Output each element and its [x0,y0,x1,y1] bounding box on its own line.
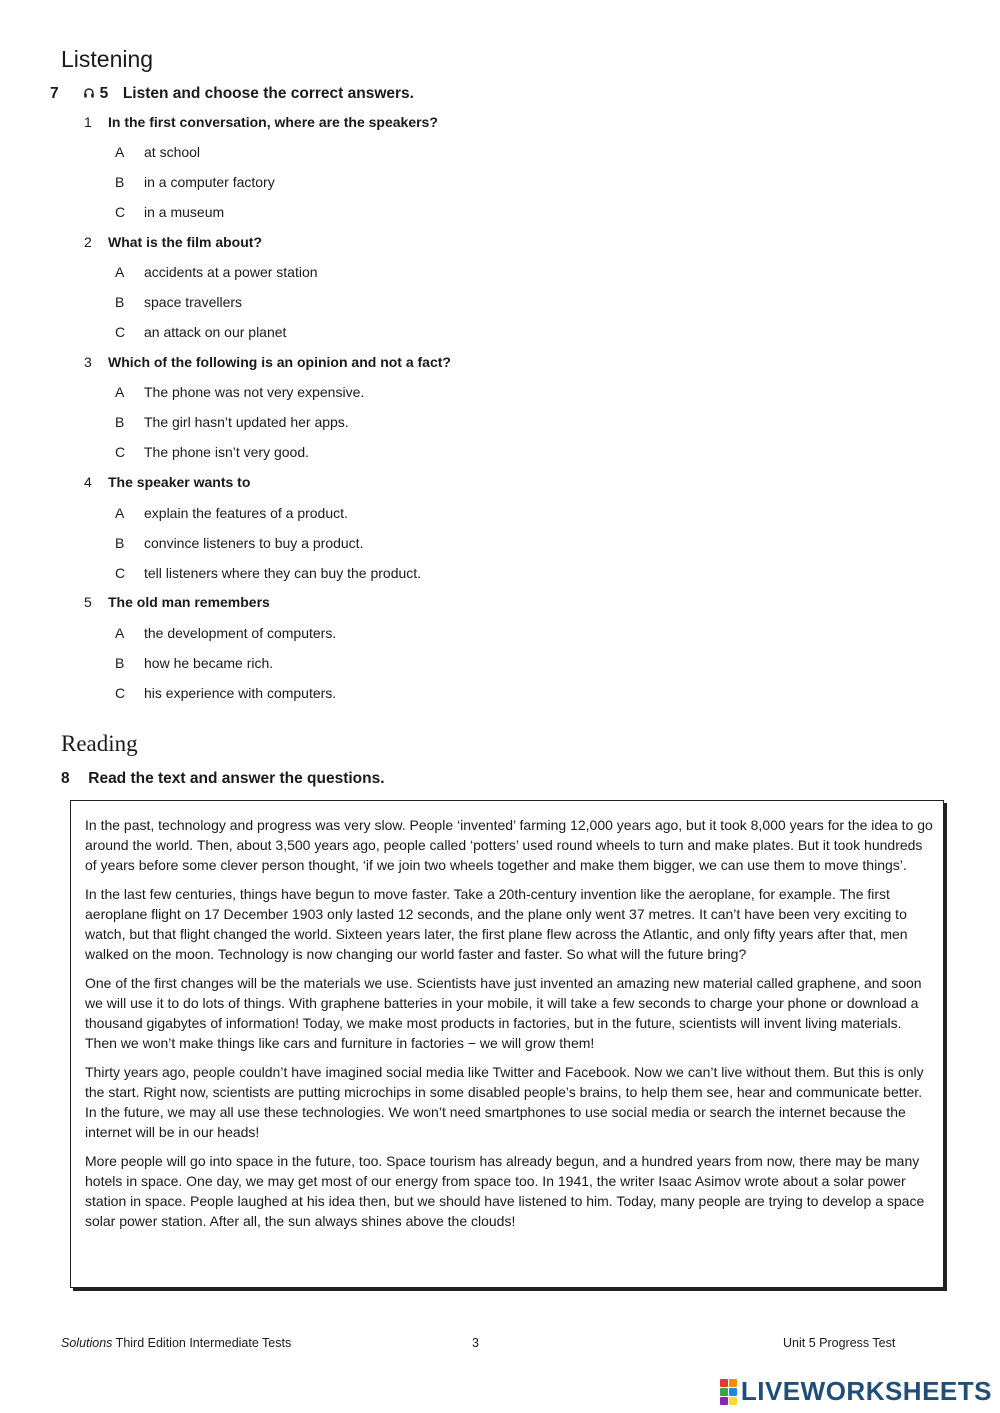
option-letter[interactable]: B [115,655,125,671]
option-text[interactable]: in a museum [144,204,225,220]
question-number: 2 [84,234,92,250]
exercise-7-heading [50,85,414,103]
track-number: 5 [99,85,109,102]
option-letter[interactable]: C [115,444,126,460]
option-text[interactable]: in a computer factory [144,174,275,190]
option-letter[interactable]: B [115,535,125,551]
option-text[interactable]: his experience with computers. [144,685,337,701]
option-letter[interactable]: C [115,204,126,220]
option-letter[interactable]: B [115,414,125,430]
option-letter[interactable]: A [115,384,125,400]
option-text[interactable]: accidents at a power station [144,264,318,280]
option-letter[interactable]: A [115,264,125,280]
reading-paragraph: One of the first changes will be the materials we use. Scientists have just invented an amazing new material called graphene, and soon we will use it to do lots of things. With graphene batteries in your mobile, it will take a few seconds to charge your phone or download a thousand gigabytes of information! Today, we make most products in factories, but in the future, scientists will invent living materials. Then we won’t make things like cars and furniture in factories − we will grow them! [85,975,922,1051]
reading-paragraph: In the past, technology and progress was very slow. People ‘invented’ farming 12,000 years ago, but it took 8,000 years for the idea to go around the world. Then, about 3,500 years ago, people called ‘potters’ used round wheels to turn and make plates. But it took hundreds of years before some clever person thought, ‘if we join two wheels together and make them bigger, we can use them to move things’. [85,817,933,873]
option-text[interactable]: The phone isn’t very good. [144,444,309,460]
listening-title: Listening [61,46,154,72]
question-number: 4 [84,474,92,490]
option-letter[interactable]: A [115,625,125,641]
liveworksheets-logo [720,1376,992,1407]
option-text[interactable]: how he became rich. [144,655,274,671]
option-text[interactable]: space travellers [144,294,243,310]
option-text[interactable]: explain the features of a product. [144,505,348,521]
footer-unit: Unit 5 Progress Test [783,1336,896,1350]
question-number: 3 [84,354,92,370]
option-letter[interactable]: C [115,324,126,340]
question-text: Which of the following is an opinion and not a fact? [108,354,451,370]
exercise-8-heading [61,770,385,788]
option-text[interactable]: at school [144,144,201,160]
exercise-instruction: Listen and choose the correct answers. [122,85,414,102]
option-letter[interactable]: A [115,144,125,160]
option-letter[interactable]: B [115,294,125,310]
headphones-icon [83,86,95,98]
question-text: The old man remembers [108,594,270,610]
reading-title: Reading [61,731,138,756]
liveworksheets-logo-icon [720,1379,737,1405]
reading-paragraph: More people will go into space in the future, too. Space tourism has already begun, and a hundred years from now, there may be many hotels in space. One day, we may get most of our energy from space too. In 1941, the writer Isaac Asimov wrote about a solar power station in space. People laughed at his idea then, but we should have listened to him. Today, many people are trying to develop a space solar power station. After all, the sun always shines above the clouds! [85,1153,925,1229]
reading-paragraph: Thirty years ago, people couldn’t have imagined social media like Twitter and Facebook. Now we can’t live without them. But this is only the start. Right now, scientists are putting microchips in some disabled people’s brains, to help them see, hear and communicate better. In the future, we may all use these technologies. We won’t need smartphones to use social media or search the internet because the internet will be in our heads! [85,1064,924,1140]
option-letter[interactable]: C [115,685,126,701]
question-number: 1 [84,114,92,130]
reading-text-box [70,800,944,1288]
footer-page-number: 3 [472,1336,479,1350]
option-text[interactable]: The phone was not very expensive. [144,384,365,400]
footer-book-title-rest: Third Edition Intermediate Tests [112,1336,292,1350]
question-text: The speaker wants to [108,474,251,490]
option-text[interactable]: the development of computers. [144,625,337,641]
exercise-number: 7 [50,85,59,102]
option-text[interactable]: an attack on our planet [144,324,287,340]
exercise-number: 8 [61,770,70,787]
option-letter[interactable]: A [115,505,125,521]
question-number: 5 [84,594,92,610]
exercise-instruction: Read the text and answer the questions. [88,770,385,787]
reading-paragraph: In the last few centuries, things have begun to move faster. Take a 20th-century invention like the aeroplane, for example. The first aeroplane flight on 17 December 1903 only lasted 12 seconds, and the plane only went 37 metres. It can’t have been very exciting to watch, but that flight changed the world. Sixteen years later, the first plane flew across the Atlantic, and only fifty years after that, men walked on the moon. Technology is now changing our world faster and faster. So what will the future bring? [85,886,908,962]
question-text: In the first conversation, where are the speakers? [108,114,438,130]
footer-book-title [61,1336,291,1350]
question-text: What is the film about? [108,234,262,250]
option-letter[interactable]: B [115,174,125,190]
option-text[interactable]: tell listeners where they can buy the product. [144,565,422,581]
option-text[interactable]: The girl hasn’t updated her apps. [144,414,349,430]
option-text[interactable]: convince listeners to buy a product. [144,535,364,551]
footer-book-title-italic: Solutions [61,1336,113,1350]
liveworksheets-wordmark: LIVEWORKSHEETS [740,1376,992,1406]
option-letter[interactable]: C [115,565,126,581]
